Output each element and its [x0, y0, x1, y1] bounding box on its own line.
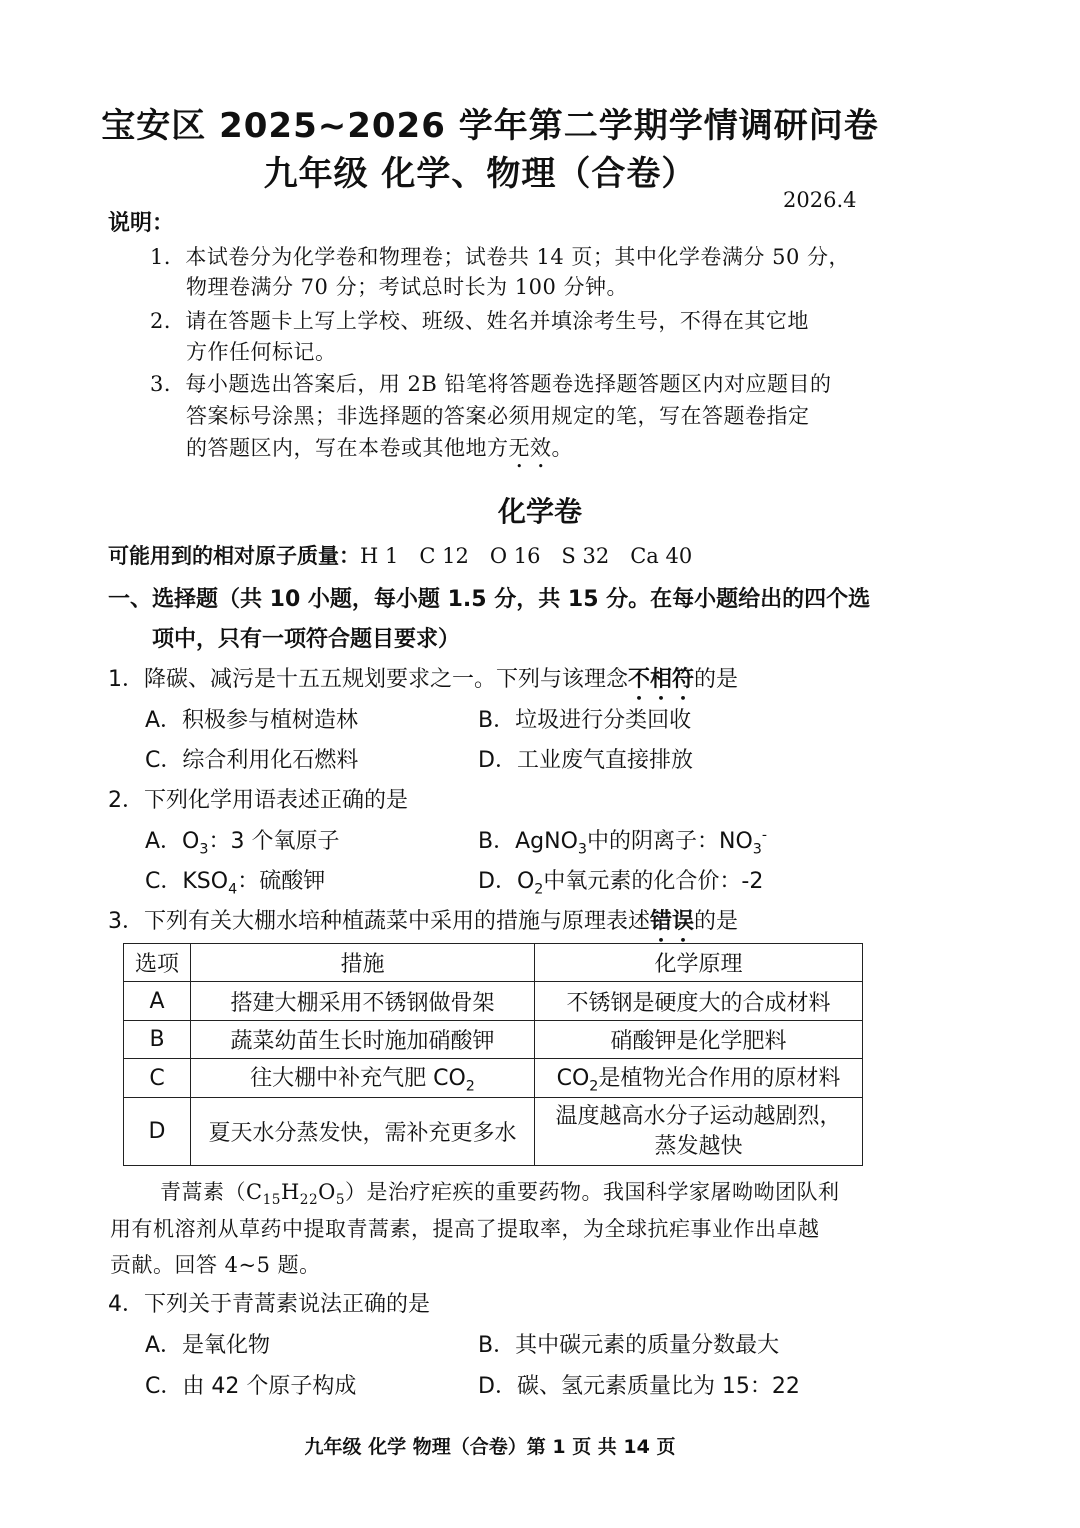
table-cell: C — [124, 1059, 191, 1098]
q2-option-c: C．$KSO_4$：硫酸钾 — [145, 869, 326, 898]
table-header: 措施 — [191, 944, 535, 982]
table-row — [124, 1098, 863, 1166]
q4-option-a: A．是氧化物 — [145, 1333, 271, 1358]
exam-title: 宝安区 2025~2026 学年第二学期学情调研问卷 — [101, 106, 879, 146]
table-cell: B — [124, 1021, 191, 1059]
exam-date: 2026.4 — [783, 188, 857, 212]
part-one-heading-cont: 项中，只有一项符合题目要求） — [152, 627, 461, 652]
table-cell: 搭建大棚采用不锈钢做骨架 — [191, 982, 535, 1021]
question-3: 3．下列有关大棚水培种植蔬菜中采用的措施与原理表述错误的是 — [108, 909, 739, 934]
q1-option-c: C．综合利用化石燃料 — [145, 748, 359, 773]
q3-table — [123, 943, 863, 1166]
q1-option-a: A．积极参与植树造林 — [145, 708, 359, 733]
instructions-heading: 说明： — [108, 211, 175, 236]
table-cell: 蔬菜幼苗生长时施加硝酸钾 — [191, 1021, 535, 1059]
q4-option-d: D．碳、氢元素质量比为 15：22 — [478, 1374, 800, 1399]
q1-option-d: D．工业废气直接排放 — [478, 748, 693, 773]
q2-option-d: D．$O_2$中氧元素的化合价：-2 — [478, 869, 764, 898]
instruction-line: 2．请在答题卡上写上学校、班级、姓名并填涂考生号，不得在其它地 — [150, 309, 809, 333]
table-row — [124, 1059, 863, 1098]
table-cell: D — [124, 1098, 191, 1166]
table-cell: $CO_2$是植物光合作用的原材料 — [535, 1059, 863, 1098]
section-title: 化学卷 — [497, 495, 582, 528]
table-cell: 夏天水分蒸发快，需补充更多水 — [191, 1098, 535, 1166]
table-cell: 不锈钢是硬度大的合成材料 — [535, 982, 863, 1021]
instruction-line: 3．每小题选出答案后，用 2B 铅笔将答题卷选择题答题区内对应题目的 — [150, 372, 832, 396]
question-1: 1．降碳、减污是十五五规划要求之一。下列与该理念不相符的是 — [108, 667, 739, 692]
q2-option-a: A．$O_3$：3 个氧原子 — [145, 829, 340, 858]
question-4: 4．下列关于青蒿素说法正确的是 — [108, 1292, 430, 1317]
instruction-line: 1．本试卷分为化学卷和物理卷；试卷共 14 页；其中化学卷满分 50 分， — [150, 245, 851, 269]
q4-option-b: B．其中碳元素的质量分数最大 — [478, 1333, 780, 1358]
instruction-line: 答案标号涂黑；非选择题的答案必须用规定的笔，写在答题卷指定 — [186, 404, 810, 428]
q2-option-b: B．AgNO$_3$中的阴离子：$NO_3^-$ — [478, 827, 768, 858]
question-2: 2．下列化学用语表述正确的是 — [108, 788, 408, 813]
table-cell: 硝酸钾是化学肥料 — [535, 1021, 863, 1059]
instruction-line: 的答题区内，写在本卷或其他地方无效。 — [186, 436, 573, 460]
instruction-line: 方作任何标记。 — [186, 340, 337, 364]
table-header-row — [124, 944, 863, 982]
table-row — [124, 1021, 863, 1059]
passage-line: 用有机溶剂从草药中提取青蒿素，提高了提取率，为全球抗疟事业作出卓越 — [110, 1217, 820, 1241]
page-footer: 九年级 化学 物理（合卷）第 1 页 共 14 页 — [304, 1436, 676, 1458]
table-header: 选项 — [124, 944, 191, 982]
exam-subtitle: 九年级 化学、物理（合卷） — [263, 154, 697, 194]
q1-option-b: B．垃圾进行分类回收 — [478, 708, 692, 733]
atomic-mass-line: 可能用到的相对原子质量：H 1 C 12 O 16 S 32 Ca 40 — [108, 544, 693, 568]
instruction-line: 物理卷满分 70 分；考试总时长为 100 分钟。 — [186, 275, 629, 299]
passage-line: 贡献。回答 4~5 题。 — [110, 1253, 321, 1277]
passage-line: 青蒿素$(C_{15}H_{22}O_5)$是治疗疟疾的重要药物。我国科学家屠呦呦团队利 — [160, 1180, 840, 1209]
table-cell: A — [124, 982, 191, 1021]
table-header: 化学原理 — [535, 944, 863, 982]
q4-option-c: C．由 42 个原子构成 — [145, 1374, 357, 1399]
table-cell: 温度越高水分子运动越剧烈， 蒸发越快 — [535, 1098, 863, 1166]
table-row — [124, 982, 863, 1021]
table-cell: 往大棚中补充气肥 $CO_2$ — [191, 1059, 535, 1098]
part-one-heading: 一、选择题（共 10 小题，每小题 1.5 分，共 15 分。在每小题给出的四个选 — [108, 587, 871, 612]
